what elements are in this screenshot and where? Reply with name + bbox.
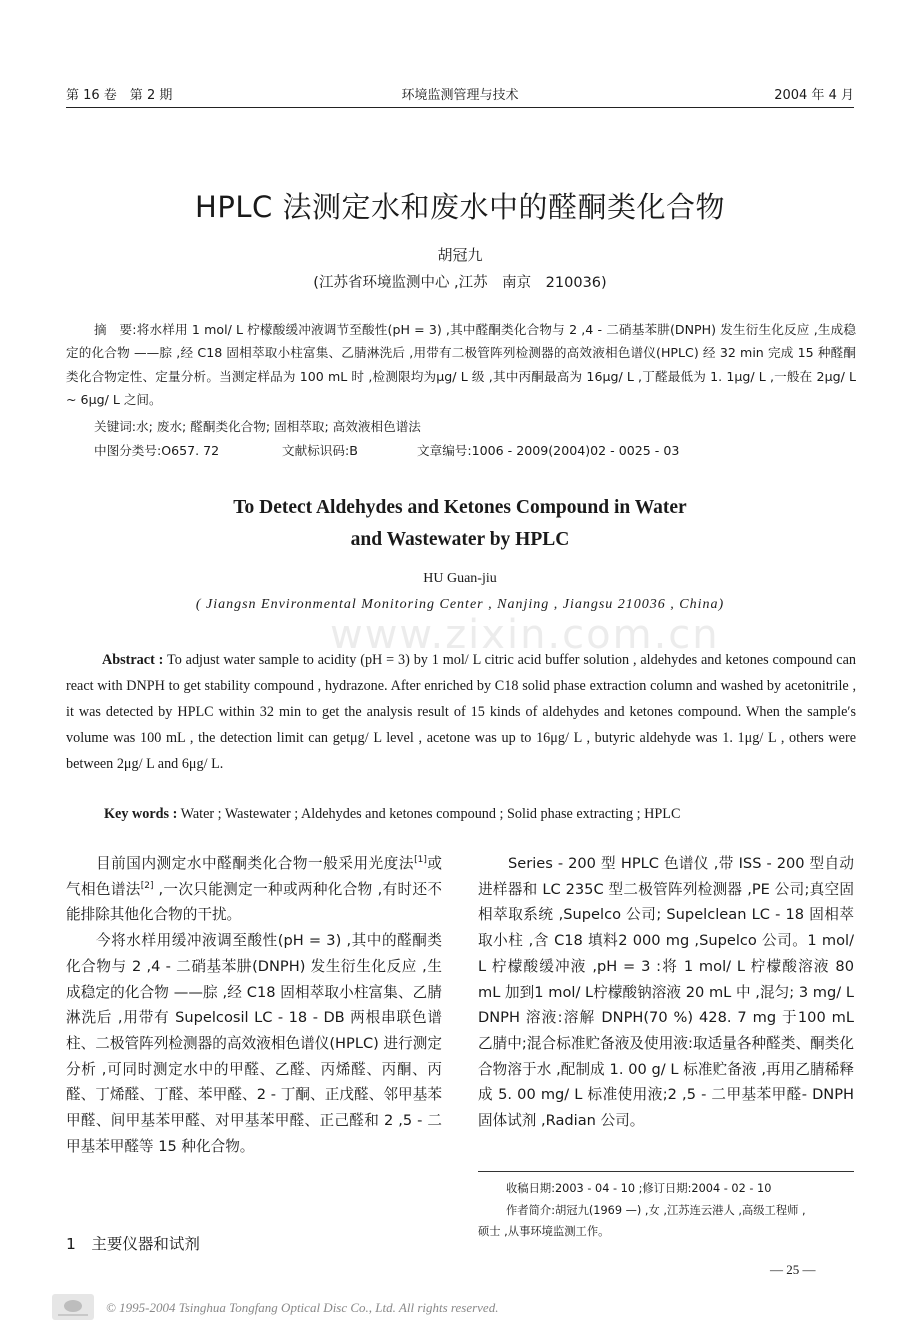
abstract-chinese: 摘 要:将水样用 1 mol/ L 柠檬酸缓冲液调节至酸性(pH = 3) ,其中醛酮类化合物与 2 ,4 - 二硝基苯肼(DNPH) 发生衍生化反应 ,生成稳定的化合物 ——腙 ,经 C18 固相萃取小柱富集、乙腈淋洗后 ,用带有二极管阵列检测器的高效液相色谱仪(HPLC) 经 32 min 完成 15 种醛酮类化合物定性、定量分析。当测定样品为 100 mL 时 ,检测限均为μg/ L 级 ,其中丙酮最高为 16μg/ L ,丁醛最低为 1. 1μg/ L ,一般在 2μg/ L ~ 6μg/ L 之间。	[66, 322, 856, 407]
publisher-logo-icon	[52, 1294, 94, 1320]
citation-2: [2]	[140, 880, 154, 891]
body-right-column	[478, 851, 854, 1134]
watermark-text: www.zixin.com.cn	[330, 612, 720, 658]
author-english: HU Guan-jiu	[423, 571, 497, 586]
affiliation-chinese: (江苏省环境监测中心 ,江苏 南京 210036)	[313, 275, 607, 291]
header-rule	[66, 107, 854, 108]
author-bio-line2: 硕士 ,从事环境监测工作。	[478, 1225, 610, 1238]
title-english-line2: and Wastewater by HPLC	[350, 529, 570, 550]
clc-number: 中图分类号:O657. 72	[94, 443, 220, 458]
article-number: 文章编号:1006 - 2009(2004)02 - 0025 - 03	[417, 443, 680, 458]
header-date: 2004 年 4 月	[774, 88, 854, 103]
title-english	[0, 492, 920, 556]
citation-1: [1]	[414, 855, 427, 866]
body-left-column	[66, 851, 442, 1159]
affiliation-english: ( Jiangsn Environmental Monitoring Center , Nanjing , Jiangsu 210036 , China)	[195, 597, 725, 612]
document-code: 文献标识码:B	[282, 443, 358, 458]
intro-paragraph-2: 今将水样用缓冲液调至酸性(pH = 3) ,其中的醛酮类化合物与 2 ,4 - 二硝基苯肼(DNPH) 发生衍生化反应 ,生成稳定的化合物 ——腙 ,经 C18 固相萃取小柱富集、乙腈淋洗后 ,用带有 Supelcosil LC - 18 - DB 两根串联色谱柱、二极管阵列检测器的高效液相色谱仪(HPLC) 进行测定分析 ,可同时测定水中的甲醛、乙醛、丙烯醛、丙酮、丙醛、丁烯醛、丁醛、苯甲醛、2 - 丁酮、正戊醛、邻甲基苯甲醛、间甲基苯甲醛、对甲基苯甲醛、正己醛和 2 ,5 - 二甲基苯甲醛等 15 种化合物。	[66, 932, 442, 1155]
abstract-english-body: To adjust water sample to acidity (pH = 3) by 1 mol/ L citric acid buffer solution , aldehydes and ketones compound can react with DNPH to get stability compound , hydrazone. After enriched by C18 solid phase extraction column and washed by acetonitrile , it was detected by HPLC within 32 min to get the analysis result of 15 kinds of aldehydes and ketones compound. When the sample′s volume was 100 mL , the detection limit can getμg/ L level , acetone was up to 16μg/ L , butyric aldehyde was 1. 1μg/ L , others were between 2μg/ L and 6μg/ L.	[66, 652, 856, 772]
instruments-paragraph: Series - 200 型 HPLC 色谱仪 ,带 ISS - 200 型自动进样器和 LC 235C 型二极管阵列检测器 ,PE 公司;真空固相萃取系统 ,Supelco 公司; Supelclean LC - 18 固相萃取小柱 ,含 C18 填料2 000 mg ,Supelco 公司。1 mol/ L 柠檬酸缓冲液 ,pH = 3 :将 1 mol/ L 柠檬酸溶液 80 mL 加到1 mol/ L柠檬酸钠溶液 20 mL 中 ,混匀; 3 mg/ L DNPH 溶液:溶解 DNPH(70 %) 428. 7 mg 于100 mL 乙腈中;混合标准贮备液及使用液:取适量各种醛类、酮类化合物溶于水 ,配制成 1. 00 g/ L 标准贮备液 ,再用乙腈稀释成 5. 00 mg/ L 标准使用液;2 ,5 - 二甲基苯甲醛- DNPH 固体试剂 ,Radian 公司。	[478, 855, 854, 1130]
footnote	[478, 1178, 854, 1243]
intro-paragraph-1	[66, 851, 442, 928]
title-chinese: HPLC 法测定水和废水中的醛酮类化合物	[195, 190, 725, 224]
title-english-line1: To Detect Aldehydes and Ketones Compound in Water	[233, 497, 687, 518]
keywords-english-body: Water ; Wastewater ; Aldehydes and ketones compound ; Solid phase extracting ; HPLC	[180, 806, 681, 822]
footnote-rule	[478, 1171, 854, 1172]
section-heading-1: 1 主要仪器和试剂	[66, 1235, 200, 1253]
copyright-notice: © 1995-2004 Tsinghua Tongfang Optical Disc Co., Ltd. All rights reserved.	[106, 1300, 499, 1315]
intro-text-a: 目前国内测定水中醛酮类化合物一般采用光度法	[96, 855, 415, 872]
intro-text-b: 或气相色谱法	[66, 855, 442, 898]
keywords-chinese: 关键词:水; 废水; 醛酮类化合物; 固相萃取; 高效液相色谱法	[94, 419, 421, 434]
running-header	[66, 84, 854, 106]
header-volume: 第 16 卷 第 2 期	[66, 88, 173, 103]
author-chinese: 胡冠九	[437, 246, 483, 264]
abstract-english-label: Abstract :	[102, 652, 164, 668]
keywords-english	[104, 806, 680, 823]
classification-line	[94, 440, 814, 460]
abstract-english	[66, 647, 856, 777]
intro-text-c: ,一次只能测定一种或两种化合物 ,有时还不能排除其他化合物的干扰。	[66, 880, 442, 924]
header-journal: 环境监测管理与技术	[401, 88, 519, 103]
keywords-english-label: Key words :	[104, 806, 178, 822]
received-date: 收稿日期:2003 - 04 - 10 ;修订日期:2004 - 02 - 10	[506, 1182, 772, 1195]
page-number: — 25 —	[770, 1262, 816, 1277]
author-bio-line1: 作者简介:胡冠九(1969 —) ,女 ,江苏连云港人 ,高级工程师 ,	[506, 1203, 806, 1217]
